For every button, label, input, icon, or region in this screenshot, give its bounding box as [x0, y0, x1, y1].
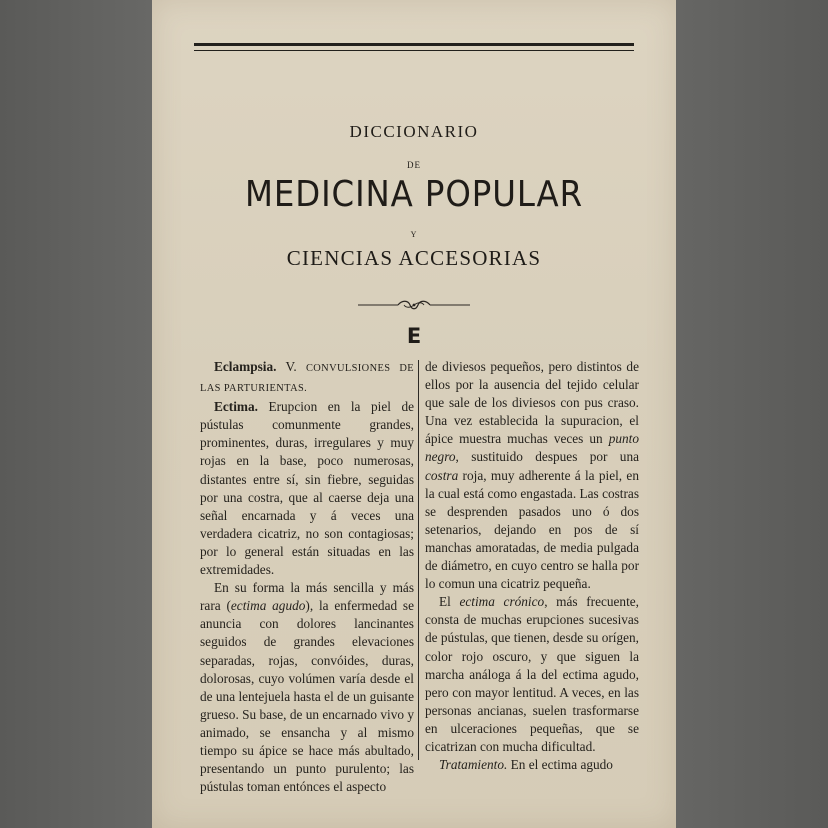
paragraph-ectima-cronico	[425, 593, 639, 756]
text-run: , sustituido despues por una	[455, 449, 639, 465]
title-ciencias-accesorias: CIENCIAS ACCESORIAS	[286, 246, 542, 270]
see-also-marker: V.	[276, 359, 306, 374]
text-run: ), la enfermedad se anuncia con dolores lancinantes seguidos de grandes elevaciones separadas, rojas, convóides, duras, dolorosas, cuyo volúmen varía desde el de una lentejuela hasta el de un guisante grueso. Su base, de un encarnado vivo y animado, se ensancha y al mismo tiempo su ápice se hace más abultado, presentando un punto purulento; las pústulas toman entónces el aspecto	[200, 598, 414, 795]
text-run: En el ectima agudo	[507, 757, 613, 773]
italic-term: Tratamiento.	[439, 757, 508, 773]
headword-eclampsia: Eclampsia.	[214, 359, 277, 374]
ectima-definition: Erupcion en la piel de pústulas comunmente grandes, prominentes, duras, irregulares y muy rojas en la base, poco numerosas, distantes entre sí, sin fiebre, seguidas por una costra, que al caerse deja una señal encarnada y á veces una verdadera cicatriz, no son contagiosas; por lo general están situadas en las extremidades.	[200, 399, 414, 578]
italic-term: costra	[425, 467, 459, 483]
paragraph-forma-sencilla	[200, 579, 414, 796]
text-run: roja, muy adherente á la piel, en la cual está como engastada. Las costras se desprenden pasados uno ó dos setenarios, dejando en pos de sí manchas amoratadas, de media pulgada de diámetro, en cuyo centro se halla por lo comun una cicatriz pequeña.	[425, 467, 639, 592]
title-de: DE	[407, 160, 421, 170]
cross-reference: CONVULSIONES DE LAS PARTURIENTAS.	[200, 363, 414, 395]
entry-ectima	[200, 398, 414, 579]
italic-term: punto negro	[425, 431, 639, 465]
text-run: En su forma la más sencilla y más rara (	[200, 580, 414, 614]
title-y: Y	[410, 230, 418, 239]
italic-term: ectima agudo	[230, 598, 306, 614]
book-page	[152, 0, 676, 828]
ornament-divider-icon	[358, 298, 470, 312]
left-column	[200, 358, 414, 796]
entry-eclampsia	[200, 358, 414, 398]
text-run: de diviesos pequeños, pero distintos de ellos por la ausencia del tejido celular que sale de los diviesos con pus craso. Una vez establecida la supuracion, el ápice muestra muchas veces un	[425, 359, 639, 447]
title-medicina-popular: MEDICINA POPULAR	[245, 174, 583, 215]
paragraph-tratamiento	[425, 756, 639, 774]
headword-ectima: Ectima.	[214, 399, 258, 415]
text-run: , más frecuente, consta de muchas erupciones sucesivas de pústulas, que tienen, desde su orígen, color rojo oscuro, y que siguen la marcha análoga á la del ectima agudo, pero con mayor lentitud. A veces, en las personas ancianas, suelen trasformarse en ulceraciones pequeñas, que se cicatrizan con mucha dificultad.	[425, 594, 639, 754]
background-left	[0, 0, 152, 828]
background-right	[676, 0, 828, 828]
top-double-rule	[194, 43, 634, 49]
section-letter: E	[406, 324, 422, 348]
column-divider	[418, 360, 419, 760]
paragraph-diviesos	[425, 358, 639, 593]
text-run: El	[439, 594, 460, 610]
right-column	[425, 358, 639, 774]
italic-term: ectima crónico	[459, 594, 545, 610]
title-diccionario: DICCIONARIO	[349, 122, 479, 141]
